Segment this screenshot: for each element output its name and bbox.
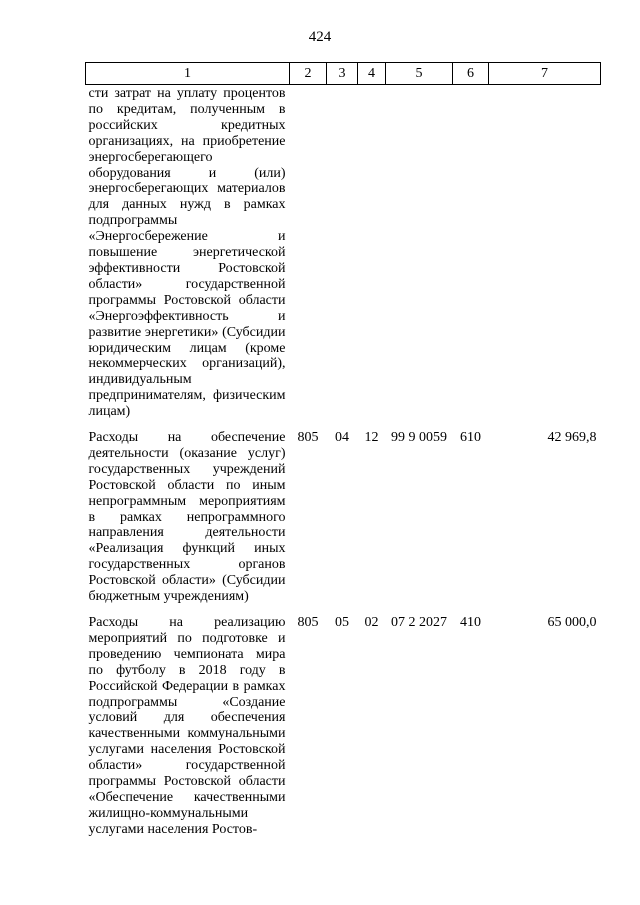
budget-table bbox=[85, 62, 601, 838]
column-header-3: 3 bbox=[327, 63, 358, 85]
page-number: 424 bbox=[308, 29, 332, 45]
row-spacer bbox=[86, 605, 601, 615]
row-expense-type: 610 bbox=[460, 430, 481, 446]
row-amount: 65 000,0 bbox=[547, 615, 597, 630]
row-description: Расходы на обеспечение деятельности (оказание услуг) государственных учреждений Ростовской области по иным непрограммным мероприятиям в рамках непрограммного направления деятельности «Реализация функций иных государственных органов Ростовской области» (Субсидии бюджетным учреждениям) bbox=[88, 430, 286, 605]
row-section-code: 04 bbox=[335, 430, 349, 446]
table-row bbox=[86, 430, 601, 605]
row-expense-type: 410 bbox=[460, 615, 481, 630]
table-body bbox=[86, 85, 601, 838]
row-target-item: 07 2 2027 bbox=[391, 615, 447, 630]
column-header-5: 5 bbox=[386, 63, 453, 85]
column-header-1: 1 bbox=[86, 63, 290, 85]
header-row bbox=[86, 63, 601, 85]
column-header-2: 2 bbox=[290, 63, 327, 85]
row-target-item: 99 9 0059 bbox=[391, 430, 447, 446]
row-ministry-code bbox=[290, 85, 327, 421]
row-subsection-code: 12 bbox=[364, 430, 379, 446]
row-spacer bbox=[86, 420, 601, 430]
row-description: Расходы на реализацию мероприятий по подготовке и проведению чемпионата мира по футболу в 2018 году в Российской Федерации в рамках подпрограммы «Создание условий для обеспечения качественными коммунальными услугами населения Ростовской области» государственной программы Ростовской области «Обеспечение качественными жилищно-коммунальными услугами населения Ростов- bbox=[88, 615, 286, 837]
row-description: сти затрат на уплату процентов по кредитам, полученным в российских кредитных организациях, на приобретение энергосберегающего оборудования и (или) энергосберегающих материалов для данных нужд в рамках подпрограммы «Энергосбережение и повышение энергетической эффективности Ростовской области» государственной программы Ростовской области «Энергоэффективность и развитие энергетики» (Субсидии юридическим лицам (кроме некоммерческих организаций), индивидуальным предпринимателям, физическим лицам) bbox=[88, 86, 286, 420]
row-subsection-code: 02 bbox=[364, 615, 379, 630]
table-row bbox=[86, 615, 601, 838]
column-header-7: 7 bbox=[489, 63, 601, 85]
row-target-item bbox=[386, 85, 453, 421]
column-header-4: 4 bbox=[358, 63, 386, 85]
column-header-6: 6 bbox=[453, 63, 489, 85]
table-row bbox=[86, 85, 601, 421]
row-subsection-code bbox=[358, 85, 386, 421]
row-amount bbox=[489, 85, 601, 421]
row-expense-type bbox=[453, 85, 489, 421]
table-header bbox=[86, 63, 601, 85]
row-section-code bbox=[327, 85, 358, 421]
row-amount: 42 969,8 bbox=[547, 430, 597, 446]
row-ministry-code: 805 bbox=[297, 615, 319, 630]
row-ministry-code: 805 bbox=[297, 430, 319, 446]
row-section-code: 05 bbox=[335, 615, 349, 630]
